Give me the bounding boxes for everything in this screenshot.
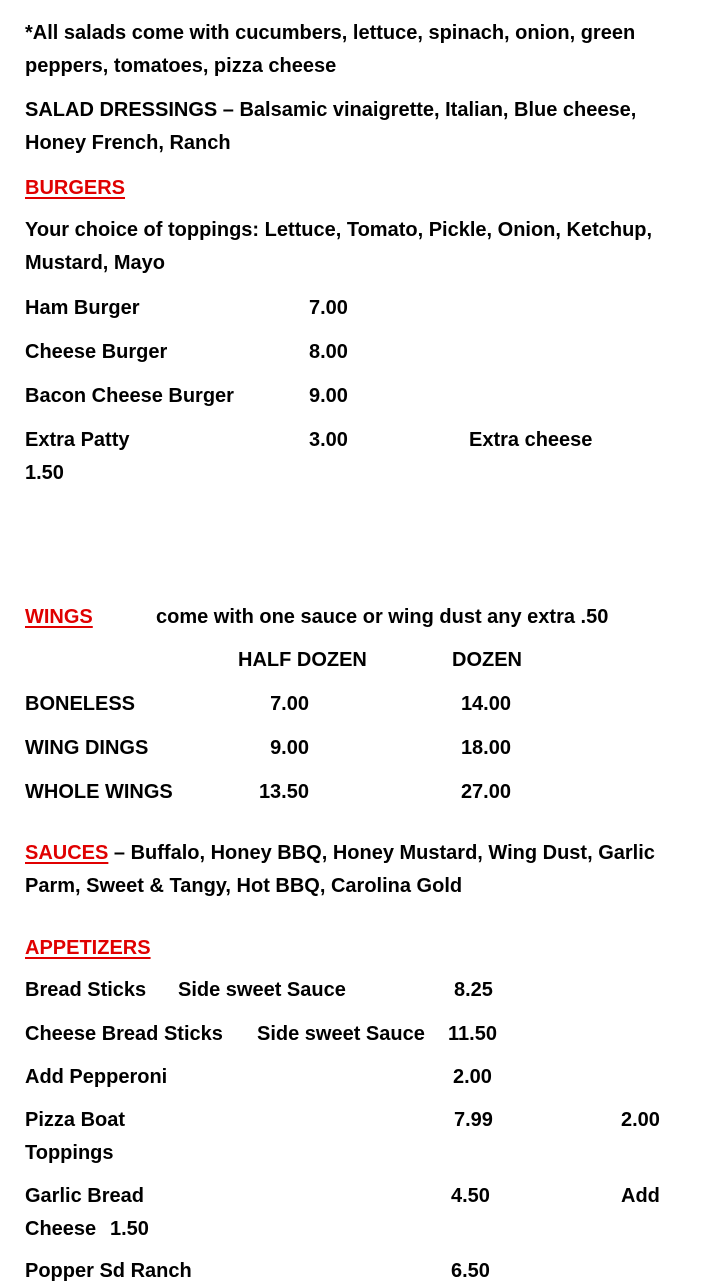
burger-item-name: Ham Burger <box>25 297 140 319</box>
burger-item-price: 3.00 <box>309 429 348 451</box>
burgers-heading: BURGERS <box>25 177 126 199</box>
appetizer-item-name: Popper Sd Ranch <box>25 1260 192 1282</box>
wings-note: come with one sauce or wing dust any extra .50 <box>156 606 609 628</box>
sauces-heading: SAUCES <box>25 842 109 864</box>
wing-item-dozen-price: 18.00 <box>460 737 511 759</box>
appetizer-item-side: Side sweet Sauce <box>178 979 346 1001</box>
appetizer-item-price: 8.25 <box>454 979 493 1001</box>
wing-item-half-price: 9.00 <box>270 737 309 759</box>
burger-item-price: 9.00 <box>309 385 348 407</box>
appetizer-item-price: 4.50 <box>451 1185 490 1207</box>
appetizer-item-name: Add Pepperoni <box>25 1066 168 1088</box>
sauces-paragraph <box>25 837 690 903</box>
salads-note: *All salads come with cucumbers, lettuce, spinach, onion, green peppers, tomatoes, pizza cheese <box>25 22 636 77</box>
burger-item-name: Bacon Cheese Burger <box>25 385 234 407</box>
appetizer-item-name: Garlic Bread <box>25 1185 144 1207</box>
wings-col-dozen: DOZEN <box>452 649 522 671</box>
appetizer-item-price: 11.50 <box>448 1023 497 1045</box>
appetizer-item-name: Pizza Boat <box>25 1109 126 1131</box>
appetizer-item-name: Bread Sticks <box>25 979 147 1001</box>
salad-dressings: SALAD DRESSINGS – Balsamic vinaigrette, Italian, Blue cheese, Honey French, Ranch <box>25 99 637 154</box>
extra-cheese-label: Extra cheese <box>469 429 593 451</box>
pizza-boat-toppings-label: Toppings <box>25 1142 114 1164</box>
wing-item-dozen-price: 27.00 <box>460 781 511 803</box>
wing-item-name: BONELESS <box>25 693 136 715</box>
wing-item-dozen-price: 14.00 <box>460 693 511 715</box>
wing-item-half-price: 13.50 <box>258 781 309 803</box>
burger-item-price: 7.00 <box>309 297 348 319</box>
pizza-boat-toppings-price: 2.00 <box>621 1109 660 1131</box>
wings-heading: WINGS <box>25 606 93 628</box>
burger-item-name: Extra Patty <box>25 429 130 451</box>
burger-item-price: 8.00 <box>309 341 348 363</box>
burger-item-name: Cheese Burger <box>25 341 168 363</box>
wing-item-half-price: 7.00 <box>270 693 309 715</box>
wing-item-name: WING DINGS <box>25 737 149 759</box>
extra-cheese-price: 1.50 <box>25 462 64 484</box>
appetizers-heading: APPETIZERS <box>25 937 151 959</box>
burger-toppings: Your choice of toppings: Lettuce, Tomato, Pickle, Onion, Ketchup, Mustard, Mayo <box>25 219 653 274</box>
garlic-bread-cheese-label: Cheese <box>25 1218 97 1240</box>
appetizer-item-price: 7.99 <box>454 1109 493 1131</box>
sauces-list: – Buffalo, Honey BBQ, Honey Mustard, Wing Dust, Garlic Parm, Sweet & Tangy, Hot BBQ, Carolina Gold <box>25 842 655 897</box>
appetizer-item-name: Cheese Bread Sticks <box>25 1023 223 1045</box>
garlic-bread-add-label: Add <box>621 1185 660 1207</box>
appetizer-item-price: 2.00 <box>453 1066 492 1088</box>
wing-item-name: WHOLE WINGS <box>25 781 173 803</box>
appetizer-item-side: Side sweet Sauce <box>257 1023 425 1045</box>
appetizer-item-price: 6.50 <box>451 1260 490 1282</box>
wings-col-half-dozen: HALF DOZEN <box>238 649 367 671</box>
garlic-bread-cheese-price: 1.50 <box>110 1218 149 1240</box>
